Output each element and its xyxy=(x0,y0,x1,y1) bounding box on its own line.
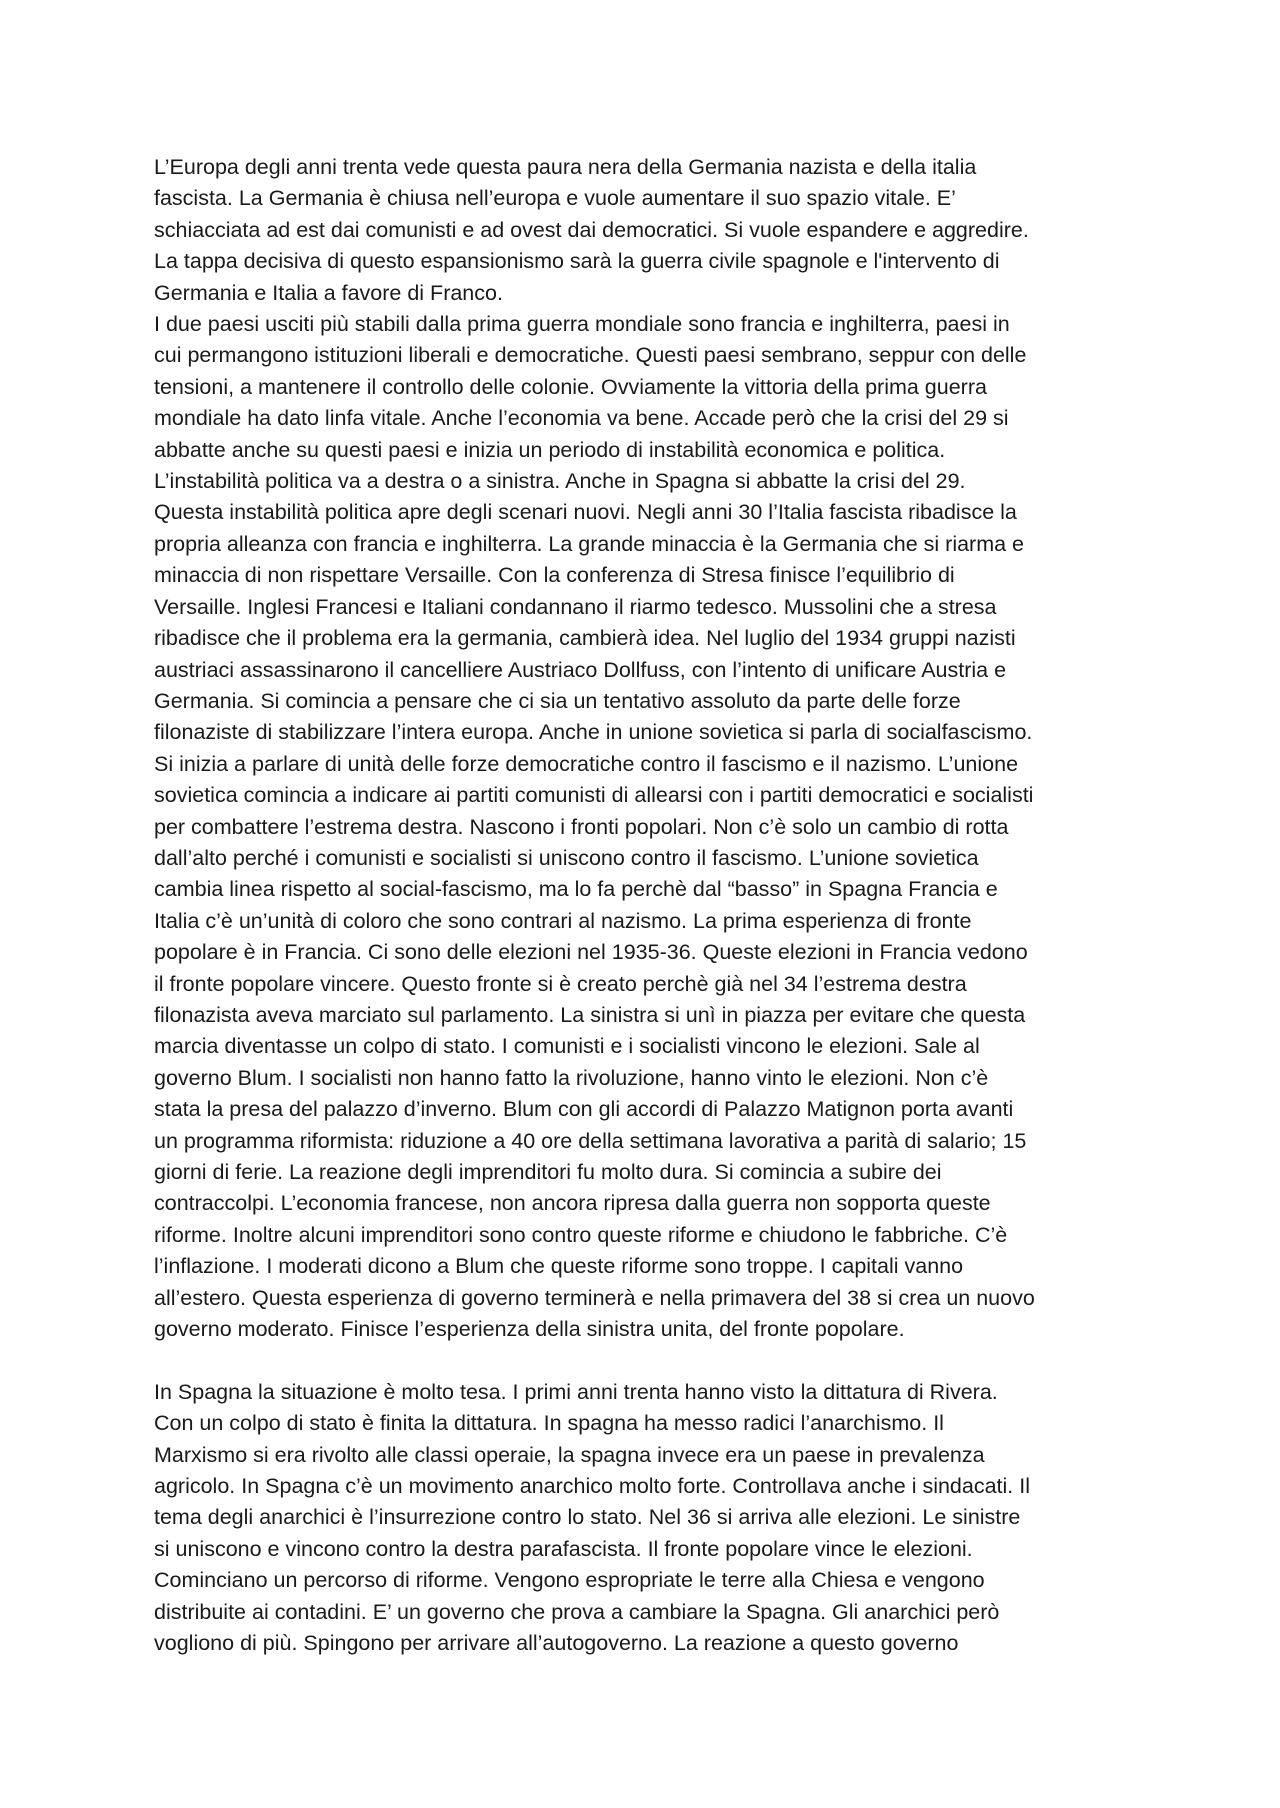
text-line: schiacciata ad est dai comunisti e ad ovest dai democratici. Si vuole espandere e aggredire. xyxy=(154,217,1029,242)
text-line: giorni di ferie. La reazione degli imprenditori fu molto dura. Si comincia a subire dei xyxy=(154,1160,942,1184)
paragraph-france-popular-front xyxy=(154,309,1144,1345)
paragraph-spain xyxy=(154,1377,1144,1660)
text-line: mondiale ha dato linfa vitale. Anche l’economia va bene. Accade però che la crisi del 29 si xyxy=(154,406,1009,431)
text-line: Marxismo si era rivolto alle classi operaie, la spagna invece era un paese in prevalenza xyxy=(154,1442,985,1467)
text-line: governo moderato. Finisce l’esperienza della sinistra unita, del fronte popolare. xyxy=(154,1317,905,1342)
text-line: abbatte anche su questi paesi e inizia un periodo di instabilità economica e politica. xyxy=(154,437,946,462)
text-line: un programma riformista: riduzione a 40 ore della settimana lavorativa a parità di salario; 15 xyxy=(154,1128,1027,1153)
text-line: cui permangono istituzioni liberali e democratiche. Questi paesi sembrano, seppur con delle xyxy=(154,343,1027,368)
text-line: In Spagna la situazione è molto tesa. I primi anni trenta hanno visto la dittatura di Rivera. xyxy=(154,1379,998,1404)
text-line: all’estero. Questa esperienza di governo terminerà e nella primavera del 38 si crea un nuovo xyxy=(154,1285,1035,1310)
text-line: vogliono di più. Spingono per arrivare all’autogoverno. La reazione a questo governo xyxy=(154,1631,959,1656)
text-line: austriaci assassinarono il cancelliere Austriaco Dollfuss, con l’intento di unificare Austria e xyxy=(154,657,1007,682)
text-line: Con un colpo di stato è finita la dittatura. In spagna ha messo radici l’anarchismo. Il xyxy=(154,1411,944,1436)
text-line: Versaille. Inglesi Francesi e Italiani condannano il riarmo tedesco. Mussolini che a stresa xyxy=(154,594,997,619)
text-line: marcia diventasse un colpo di stato. I comunisti e i socialisti vincono le elezioni. Sale al xyxy=(154,1034,980,1059)
text-line: propria alleanza con francia e inghilterra. La grande minaccia è la Germania che si riarma e xyxy=(154,531,1025,556)
text-line: per combattere l’estrema destra. Nascono i fronti popolari. Non c’è solo un cambio di rotta xyxy=(154,814,1009,839)
text-line: Germania. Si comincia a pensare che ci sia un tentativo assoluto da parte delle forze xyxy=(154,688,961,713)
text-line: I due paesi usciti più stabili dalla prima guerra mondiale sono francia e inghilterra, paesi in xyxy=(154,312,1010,337)
text-line: Cominciano un percorso di riforme. Vengono espropriate le terre alla Chiesa e vengono xyxy=(154,1568,985,1593)
text-line: Germania e Italia a favore di Franco. xyxy=(154,280,503,305)
text-line: contraccolpi. L’economia francese, non ancora ripresa dalla guerra non sopporta queste xyxy=(154,1191,991,1216)
text-line: ribadisce che il problema era la germania, cambierà idea. Nel luglio del 1934 gruppi nazisti xyxy=(154,626,1016,651)
text-line: filonaziste di stabilizzare l’intera europa. Anche in unione sovietica si parla di socialfascismo. xyxy=(154,720,1033,745)
text-line: stata la presa del palazzo d’inverno. Blum con gli accordi di Palazzo Matignon porta avanti xyxy=(154,1097,1014,1122)
text-line: si uniscono e vincono contro la destra parafascista. Il fronte popolare vince le elezioni. xyxy=(154,1536,973,1561)
text-line: cambia linea rispetto al social-fascismo, ma lo fa perchè dal “basso” in Spagna Francia e xyxy=(154,877,998,902)
text-line: dall’alto perché i comunisti e socialisti si uniscono contro il fascismo. L’unione sovietica xyxy=(154,845,979,870)
text-line: minaccia di non rispettare Versaille. Con la conferenza di Stresa finisce l’equilibrio di xyxy=(154,563,955,588)
text-line: L’instabilità politica va a destra o a sinistra. Anche in Spagna si abbatte la crisi del 29. xyxy=(154,469,966,494)
text-line: filonazista aveva marciato sul parlamento. La sinistra si unì in piazza per evitare che questa xyxy=(154,1002,1026,1027)
text-line: distribuite ai contadini. E’ un governo che prova a cambiare la Spagna. Gli anarchici però xyxy=(154,1599,1000,1624)
text-line: Si inizia a parlare di unità delle forze democratiche contro il fascismo e il nazismo. L’unione xyxy=(154,751,1019,776)
text-line: La tappa decisiva di questo espansionismo sarà la guerra civile spagnole e l'intervento di xyxy=(154,249,1000,274)
text-line: riforme. Inoltre alcuni imprenditori sono contro queste riforme e chiudono le fabbriche. C’è xyxy=(154,1222,1008,1247)
text-line: Questa instabilità politica apre degli scenari nuovi. Negli anni 30 l’Italia fascista ribadisce la xyxy=(154,500,1017,525)
text-line: popolare è in Francia. Ci sono delle elezioni nel 1935-36. Queste elezioni in Francia vedono xyxy=(154,940,1028,965)
text-line: il fronte popolare vincere. Questo fronte si è creato perchè già nel 34 l’estrema destra xyxy=(154,971,967,996)
text-line: sovietica comincia a indicare ai partiti comunisti di allearsi con i partiti democratici e socialisti xyxy=(154,783,1034,808)
text-line: l’inflazione. I moderati dicono a Blum che queste riforme sono troppe. I capitali vanno xyxy=(154,1254,964,1279)
text-line: Italia c’è un’unità di coloro che sono contrari al nazismo. La prima esperienza di fronte xyxy=(154,908,972,933)
text-line: tensioni, a mantenere il controllo delle colonie. Ovviamente la vittoria della prima guerra xyxy=(154,374,987,399)
document-body xyxy=(154,152,1144,1659)
paragraph-europe-1930s xyxy=(154,152,1144,309)
text-line: tema degli anarchici è l’insurrezione contro lo stato. Nel 36 si arriva alle elezioni. Le sinistre xyxy=(154,1505,1021,1530)
text-line: fascista. La Germania è chiusa nell’europa e vuole aumentare il suo spazio vitale. E’ xyxy=(154,186,956,211)
text-line: governo Blum. I socialisti non hanno fatto la rivoluzione, hanno vinto le elezioni. Non c’è xyxy=(154,1065,989,1090)
text-line: agricolo. In Spagna c’è un movimento anarchico molto forte. Controllava anche i sindacati. Il xyxy=(154,1474,1030,1499)
text-line: L’Europa degli anni trenta vede questa paura nera della Germania nazista e della italia xyxy=(154,155,977,179)
